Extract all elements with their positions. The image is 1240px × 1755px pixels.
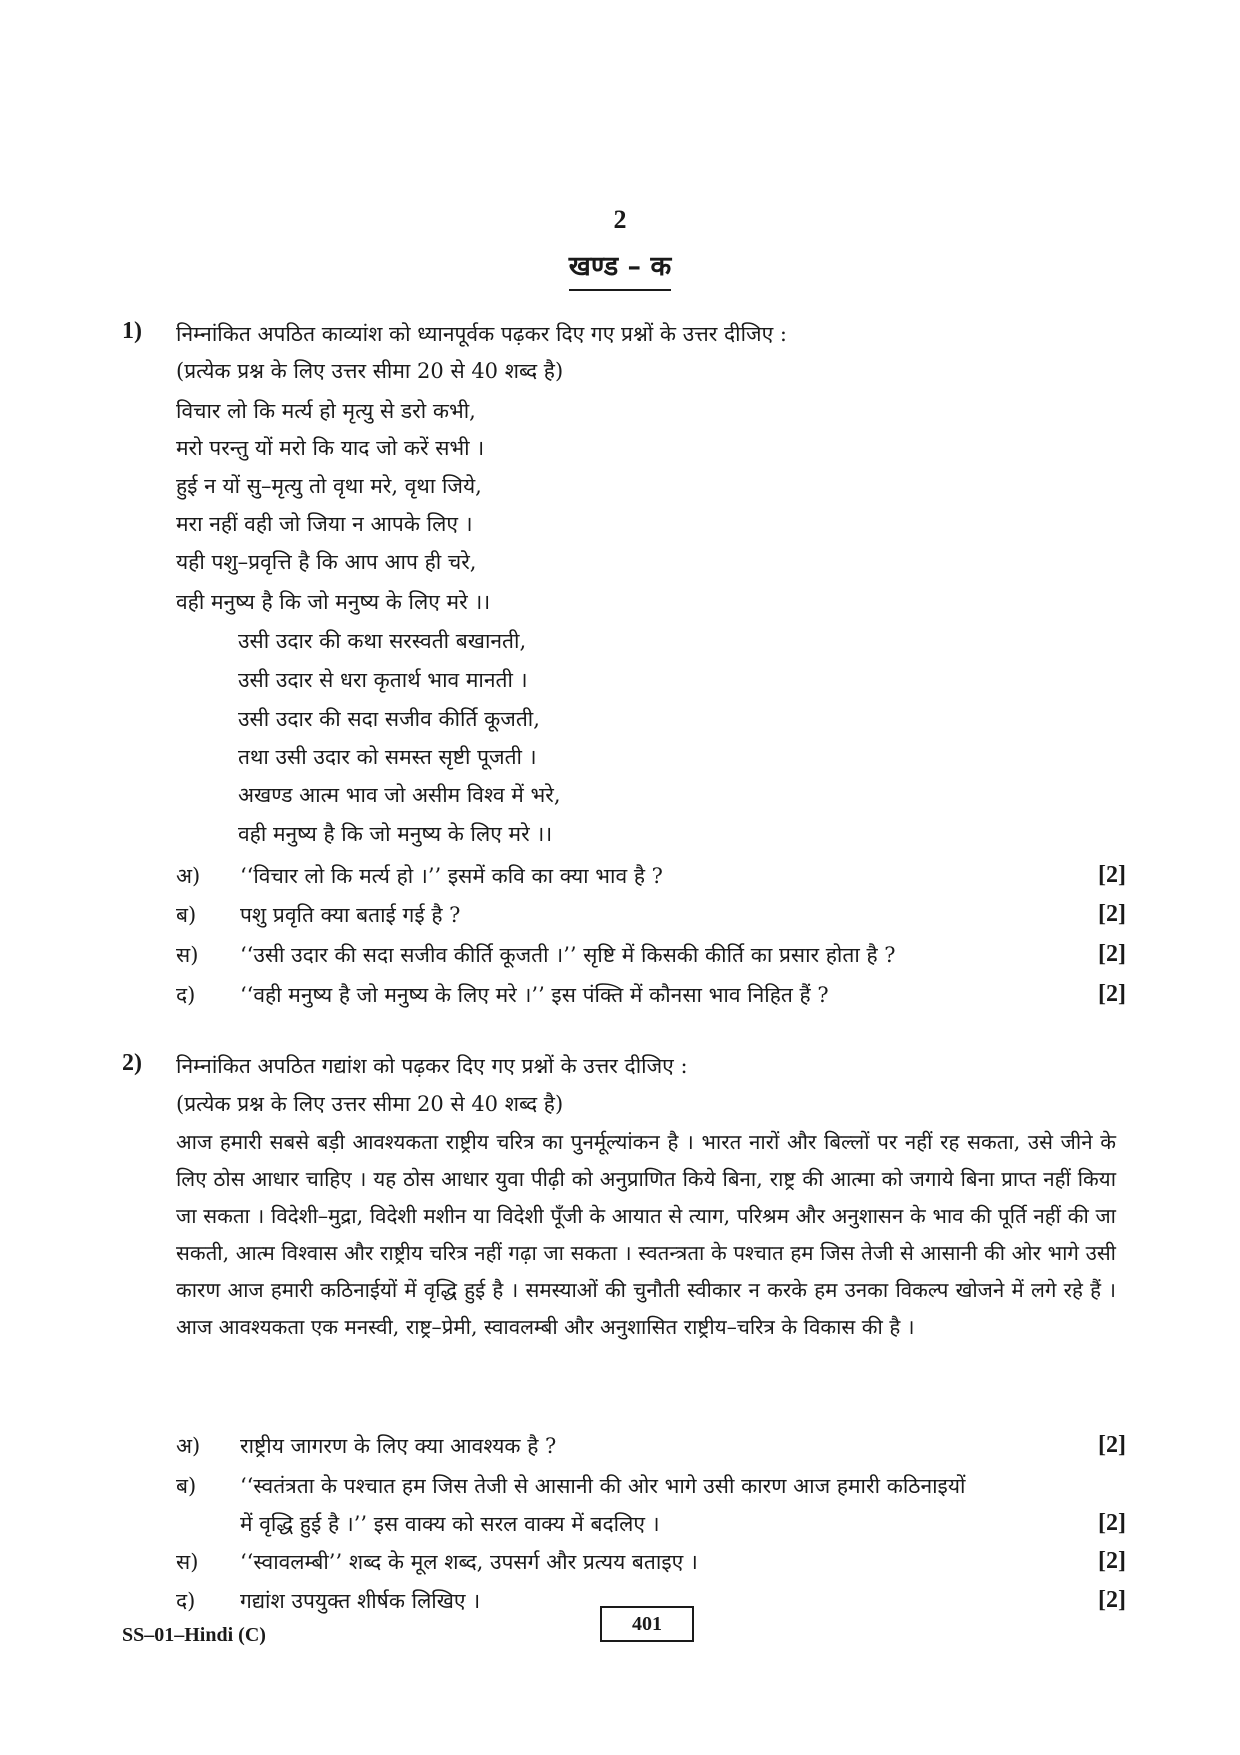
marks-label: [2] xyxy=(1098,1432,1126,1458)
subquestion-label: अ) xyxy=(176,864,201,888)
subquestion-text: ‘‘वही मनुष्य है जो मनुष्य के लिए मरे ।’’ इस पंक्ति में कौनसा भाव निहित हैं ? xyxy=(240,983,829,1007)
question-2-number: 2) xyxy=(122,1050,142,1076)
paper-code: SS–01–Hindi (C) xyxy=(122,1624,266,1646)
subquestion-label: स) xyxy=(176,1550,199,1574)
subquestion-label: स) xyxy=(176,943,199,967)
marks-label: [2] xyxy=(1098,862,1126,888)
subquestion-label: द) xyxy=(176,1589,196,1613)
subquestion-text: ‘‘स्वावलम्बी’’ शब्द के मूल शब्द, उपसर्ग और प्रत्यय बताइए । xyxy=(240,1550,698,1574)
marks-label: [2] xyxy=(1098,941,1126,967)
question-2-word-limit: (प्रत्येक प्रश्न के लिए उत्तर सीमा 20 से 40 शब्द है) xyxy=(176,1092,564,1116)
subquestion-label: अ) xyxy=(176,1434,201,1458)
poem-line: वही मनुष्य है कि जो मनुष्य के लिए मरे ।। xyxy=(238,822,553,846)
poem-line: हुई न यों सु–मृत्यु तो वृथा मरे, वृथा जिये, xyxy=(176,474,482,498)
subquestion-label: ब) xyxy=(176,1474,197,1498)
poem-line: यही पशु–प्रवृत्ति है कि आप आप ही चरे, xyxy=(176,550,477,574)
marks-label: [2] xyxy=(1098,981,1126,1007)
subquestion-text: राष्ट्रीय जागरण के लिए क्या आवश्यक है ? xyxy=(240,1434,557,1458)
subquestion-label: ब) xyxy=(176,903,197,927)
question-1-number: 1) xyxy=(122,318,142,344)
question-2b-continuation: में वृद्धि हुई है ।’’ इस वाक्य को सरल वाक्य में बदलिए । xyxy=(240,1512,660,1536)
poem-line: विचार लो कि मर्त्य हो मृत्यु से डरो कभी, xyxy=(176,399,476,423)
poem-line: मरो परन्तु यों मरो कि याद जो करें सभी । xyxy=(176,436,485,460)
poem-line: उसी उदार से धरा कृतार्थ भाव मानती । xyxy=(238,668,528,692)
page-code-box: 401 xyxy=(600,1606,694,1642)
question-1-word-limit: (प्रत्येक प्रश्न के लिए उत्तर सीमा 20 से 40 शब्द है) xyxy=(176,359,564,383)
poem-line: तथा उसी उदार को समस्त सृष्टी पूजती । xyxy=(238,745,537,769)
prose-passage: आज हमारी सबसे बड़ी आवश्यकता राष्ट्रीय चरित्र का पुनर्मूल्यांकन है । भारत नारों और बिल्लों पर नहीं रह सकता, उसे जीने के लिए ठोस आधार चाहिए । यह ठोस आधार युवा पीढ़ी को अनुप्राणित किये बिना, राष्ट्र की आत्मा को जगाये बिना प्राप्त नहीं किया जा सकता । विदेशी–मुद्रा, विदेशी मशीन या विदेशी पूँजी के आयात से त्याग, परिश्रम और अनुशासन के भाव की पूर्ति नहीं की जा सकती, आत्म विश्वास और राष्ट्रीय चरित्र नहीं गढ़ा जा सकता । स्वतन्त्रता के पश्चात हम जिस तेजी से आसानी की ओर भागे उसी कारण आज हमारी कठिनाईयों में वृद्धि हुई है । समस्याओं की चुनौती स्वीकार न करके हम उनका विकल्प खोजने में लगे रहे हैं । आज आवश्यकता एक मनस्वी, राष्ट्र–प्रेमी, स्वावलम्बी और अनुशासित राष्ट्रीय–चरित्र के विकास की है । xyxy=(176,1130,1116,1339)
marks-label: [2] xyxy=(1098,1548,1126,1574)
poem-line: मरा नहीं वही जो जिया न आपके लिए । xyxy=(176,512,473,536)
poem-line: अखण्ड आत्म भाव जो असीम विश्व में भरे, xyxy=(238,783,561,807)
subquestion-label: द) xyxy=(176,983,196,1007)
subquestion-text: पशु प्रवृति क्या बताई गई है ? xyxy=(240,903,461,927)
marks-label: [2] xyxy=(1098,1587,1126,1613)
subquestion-text: ‘‘विचार लो कि मर्त्य हो ।’’ इसमें कवि का क्या भाव है ? xyxy=(240,864,663,888)
question-2-instruction: निम्नांकित अपठित गद्यांश को पढ़कर दिए गए प्रश्नों के उत्तर दीजिए : xyxy=(176,1054,688,1078)
section-title-text: खण्ड – क xyxy=(569,246,671,291)
marks-label: [2] xyxy=(1098,1510,1126,1536)
marks-label: [2] xyxy=(1098,901,1126,927)
poem-line: उसी उदार की कथा सरस्वती बखानती, xyxy=(238,629,527,653)
section-title xyxy=(0,246,1240,291)
poem-line: उसी उदार की सदा सजीव कीर्ति कूजती, xyxy=(238,707,540,731)
question-1-instruction: निम्नांकित अपठित काव्यांश को ध्यानपूर्वक पढ़कर दिए गए प्रश्नों के उत्तर दीजिए : xyxy=(176,322,787,346)
subquestion-text: गद्यांश उपयुक्त शीर्षक लिखिए । xyxy=(240,1589,481,1613)
page-number: 2 xyxy=(613,205,627,234)
subquestion-text: ‘‘उसी उदार की सदा सजीव कीर्ति कूजती ।’’ सृष्टि में किसकी कीर्ति का प्रसार होता है ? xyxy=(240,943,896,967)
poem-line: वही मनुष्य है कि जो मनुष्य के लिए मरे ।। xyxy=(176,590,491,614)
subquestion-text: ‘‘स्वतंत्रता के पश्चात हम जिस तेजी से आसानी की ओर भागे उसी कारण आज हमारी कठिनाइयों xyxy=(240,1474,966,1498)
